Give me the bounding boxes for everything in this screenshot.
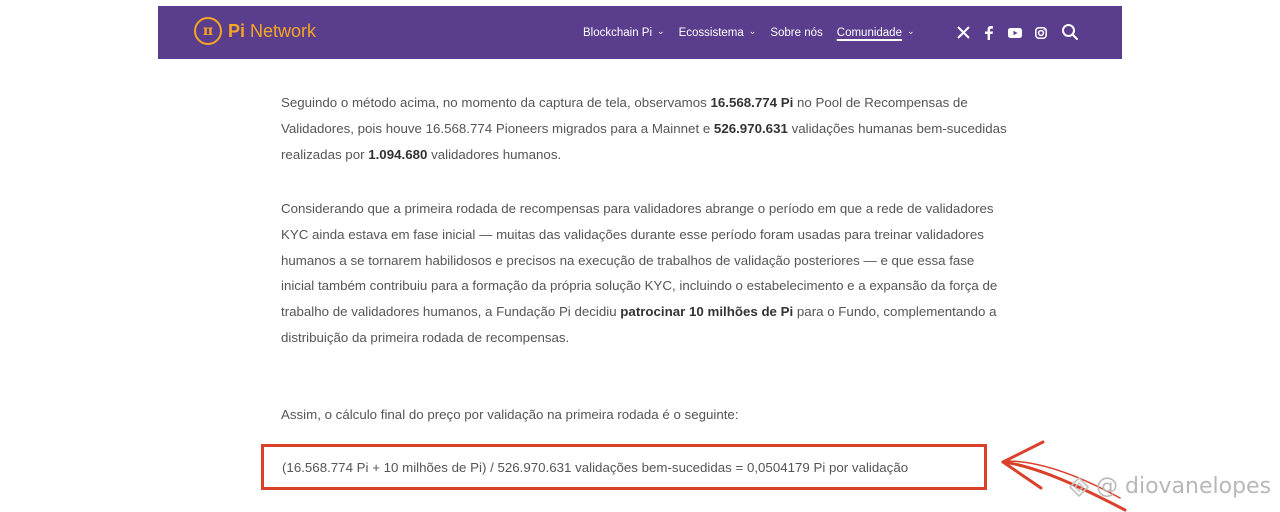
social-links bbox=[955, 6, 1059, 59]
facebook-icon[interactable] bbox=[981, 25, 997, 41]
text-span: para o Fundo, complementando a distribuição da primeira rodada de recompensas. bbox=[281, 304, 997, 345]
diamond-logo-icon bbox=[1068, 476, 1090, 498]
bold-span: patrocinar 10 milhões de Pi bbox=[620, 304, 794, 320]
nav-item-label: Sobre nós bbox=[770, 26, 823, 39]
nav-item-label: Blockchain Pi bbox=[583, 26, 653, 39]
highlighted-formula bbox=[261, 444, 987, 490]
watermark bbox=[1068, 474, 1271, 499]
nav-item-blockchain-pi[interactable] bbox=[583, 27, 665, 39]
logo-text-bold: Pi bbox=[228, 20, 246, 41]
text-span: Seguindo o método acima, no momento da captura de tela, observamos bbox=[281, 95, 711, 110]
main-nav bbox=[583, 6, 929, 59]
text-span: validadores humanos. bbox=[427, 146, 562, 162]
nav-item-ecossistema[interactable] bbox=[679, 27, 757, 39]
text-span: no Pool de Recompensas de Validadores, pois houve 16.568.774 Pioneers migrados para a Mainnet e bbox=[281, 95, 968, 136]
paragraph-foundation-sponsorship bbox=[281, 196, 1011, 351]
nav-item-comunidade[interactable] bbox=[837, 27, 915, 39]
watermark-text: @ diovanelopes bbox=[1096, 474, 1272, 499]
chevron-down-icon: ⌄ bbox=[906, 26, 915, 36]
logo-text bbox=[228, 21, 316, 42]
paragraph-pool-summary bbox=[281, 90, 1011, 167]
bold-span: 16.568.774 Pi bbox=[710, 95, 794, 110]
text-span: validações humanas bem-sucedidas realizadas por bbox=[281, 120, 1007, 162]
chevron-down-icon: ⌄ bbox=[657, 26, 665, 36]
youtube-icon[interactable] bbox=[1007, 25, 1023, 41]
site-header bbox=[158, 6, 1122, 59]
bold-span: 1.094.680 bbox=[368, 146, 428, 162]
x-icon[interactable] bbox=[955, 25, 971, 41]
text-span: Considerando que a primeira rodada de recompensas para validadores abrange o período em que a rede de validadores KYC ainda estava em fase inicial — muitas das validações durante esse período foram usadas para treinar validadores humanos a se tornarem habilidosos e precisos na execução de trabalhos de validação posteriores — e que essa fase inicial também contribuiu para a formação da própria solução KYC, incluindo o estabelecimento e a expansão da força de trabalho de validadores humanos, a Fundação Pi decidiu bbox=[281, 201, 998, 320]
pi-logo-icon: π bbox=[194, 17, 222, 45]
bold-span: 526.970.631 bbox=[713, 120, 788, 136]
search-icon[interactable] bbox=[1061, 23, 1079, 41]
pi-network-logo[interactable] bbox=[194, 17, 316, 45]
chevron-down-icon: ⌄ bbox=[748, 26, 757, 36]
instagram-icon[interactable] bbox=[1033, 25, 1049, 41]
nav-item-sobre-nos[interactable] bbox=[770, 27, 822, 39]
nav-item-label: Comunidade bbox=[836, 26, 902, 39]
nav-item-label: Ecossistema bbox=[678, 26, 744, 39]
paragraph-final-calculation-intro: Assim, o cálculo final do preço por validação na primeira rodada é o seguinte: bbox=[281, 407, 739, 422]
logo-text-rest: Network bbox=[245, 20, 317, 41]
formula-text: (16.568.774 Pi + 10 milhões de Pi) / 526.970.631 validações bem-sucedidas = 0,0504179 Pi por validação bbox=[282, 459, 909, 475]
